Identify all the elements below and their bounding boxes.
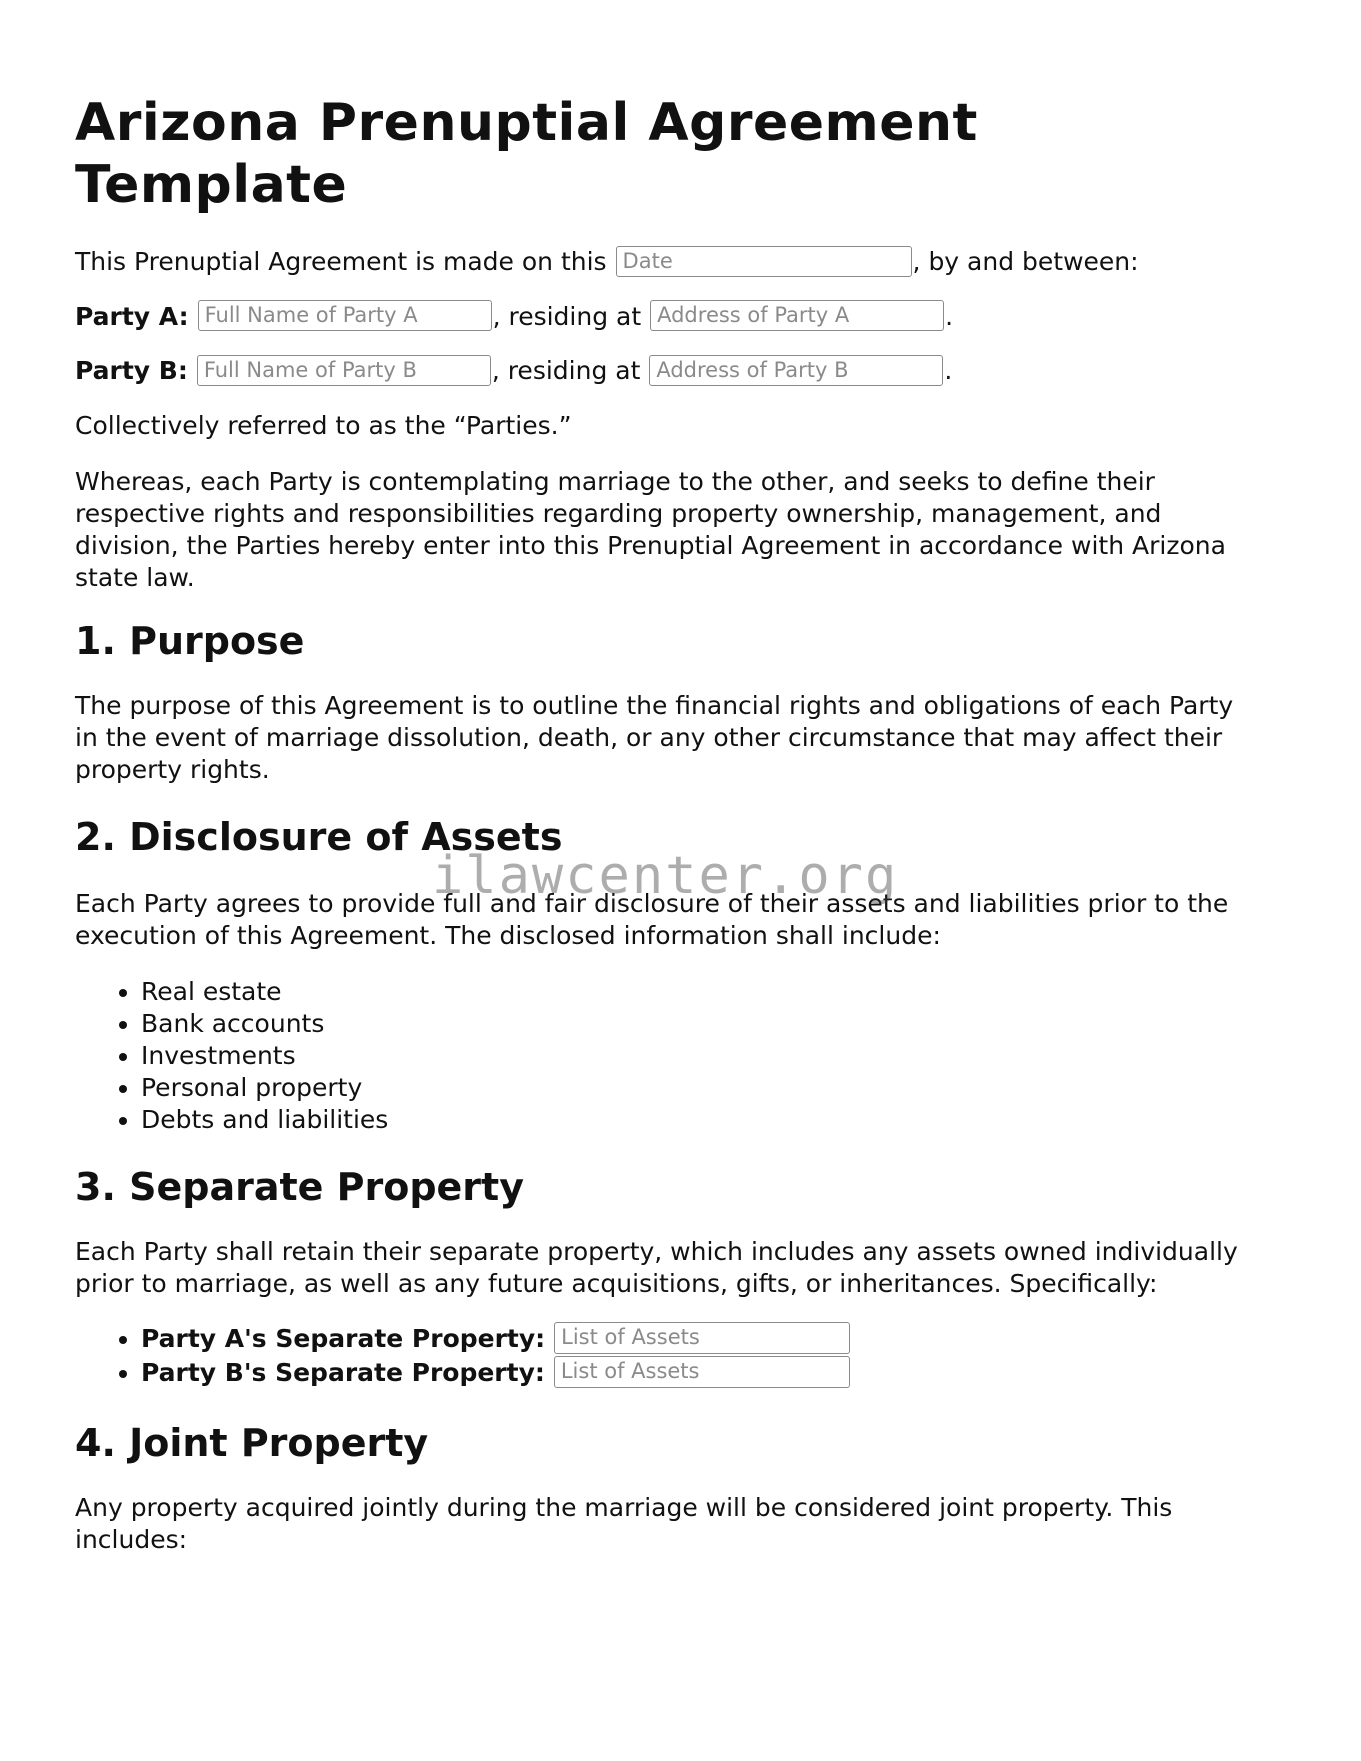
list-item: • Investments: [141, 1040, 1255, 1072]
section-disclosure-text: Each Party agrees to provide full and fair disclosure of their assets and liabilities prior to the execution of this Agreement. The disclosed information shall include:: [75, 888, 1229, 950]
watermark: ilawcenter.org: [432, 846, 899, 906]
intro-suffix: , by and between:: [912, 247, 1139, 276]
party-b-address-field[interactable]: Address of Party B: [649, 355, 943, 386]
disclosure-list: [75, 976, 1255, 1136]
section-purpose-heading: 1. Purpose: [75, 618, 305, 663]
party-a-name-field[interactable]: Full Name of Party A: [198, 300, 492, 331]
list-item: • Debts and liabilities: [141, 1104, 1255, 1136]
party-a-label: Party A:: [75, 301, 189, 331]
section-purpose-text: The purpose of this Agreement is to outline the financial rights and obligations of each Party in the event of marriage dissolution, death, or any other circumstance that may affect their property rights.: [75, 690, 1234, 784]
party-b-end: .: [944, 356, 953, 385]
whereas-paragraph: Whereas, each Party is contemplating marriage to the other, and seeks to define their respective rights and responsibilities regarding property ownership, management, and division, the Parties hereby enter into this Prenuptial Agreement in accordance with Arizona state law.: [75, 466, 1226, 592]
list-item: • Personal property: [141, 1072, 1255, 1104]
separate-property-list: [75, 1322, 1255, 1390]
page-title: Arizona Prenuptial Agreement Template: [75, 93, 978, 215]
section-disclosure-heading: 2. Disclosure of Assets: [75, 814, 563, 859]
party-b-line: [75, 355, 1255, 388]
collectively-text: Collectively referred to as the “Parties.”: [75, 410, 572, 440]
list-item: • Real estate: [141, 976, 1255, 1008]
party-a-residing: , residing at: [492, 301, 642, 331]
party-a-address-field[interactable]: Address of Party A: [650, 300, 944, 331]
section-separate-text: Each Party shall retain their separate property, which includes any assets owned individually prior to marriage, as well as any future acquisitions, gifts, or inheritances. Specifically:: [75, 1236, 1238, 1298]
section-joint-text: Any property acquired jointly during the marriage will be considered joint property. This includes:: [75, 1492, 1173, 1554]
party-a-line: [75, 301, 1255, 334]
intro-prefix: This Prenuptial Agreement is made on this: [75, 247, 607, 276]
party-a-separate-label: Party A's Separate Property:: [141, 1323, 546, 1353]
list-item: [141, 1322, 1255, 1356]
document-page: [75, 92, 1255, 1556]
list-item: • Bank accounts: [141, 1008, 1255, 1040]
section-separate-heading: 3. Separate Property: [75, 1164, 524, 1209]
party-a-end: .: [945, 301, 954, 331]
party-b-separate-label: Party B's Separate Property:: [141, 1357, 545, 1387]
list-item: [141, 1356, 1255, 1390]
party-b-name-field[interactable]: Full Name of Party B: [197, 355, 491, 386]
section-joint-heading: 4. Joint Property: [75, 1420, 429, 1465]
party-b-residing: , residing at: [491, 356, 641, 385]
party-b-assets-field[interactable]: List of Assets: [554, 1356, 850, 1388]
party-b-label: Party B:: [75, 356, 188, 385]
date-field[interactable]: Date: [616, 246, 912, 277]
party-a-assets-field[interactable]: List of Assets: [554, 1322, 850, 1354]
intro-line: [75, 246, 1255, 279]
